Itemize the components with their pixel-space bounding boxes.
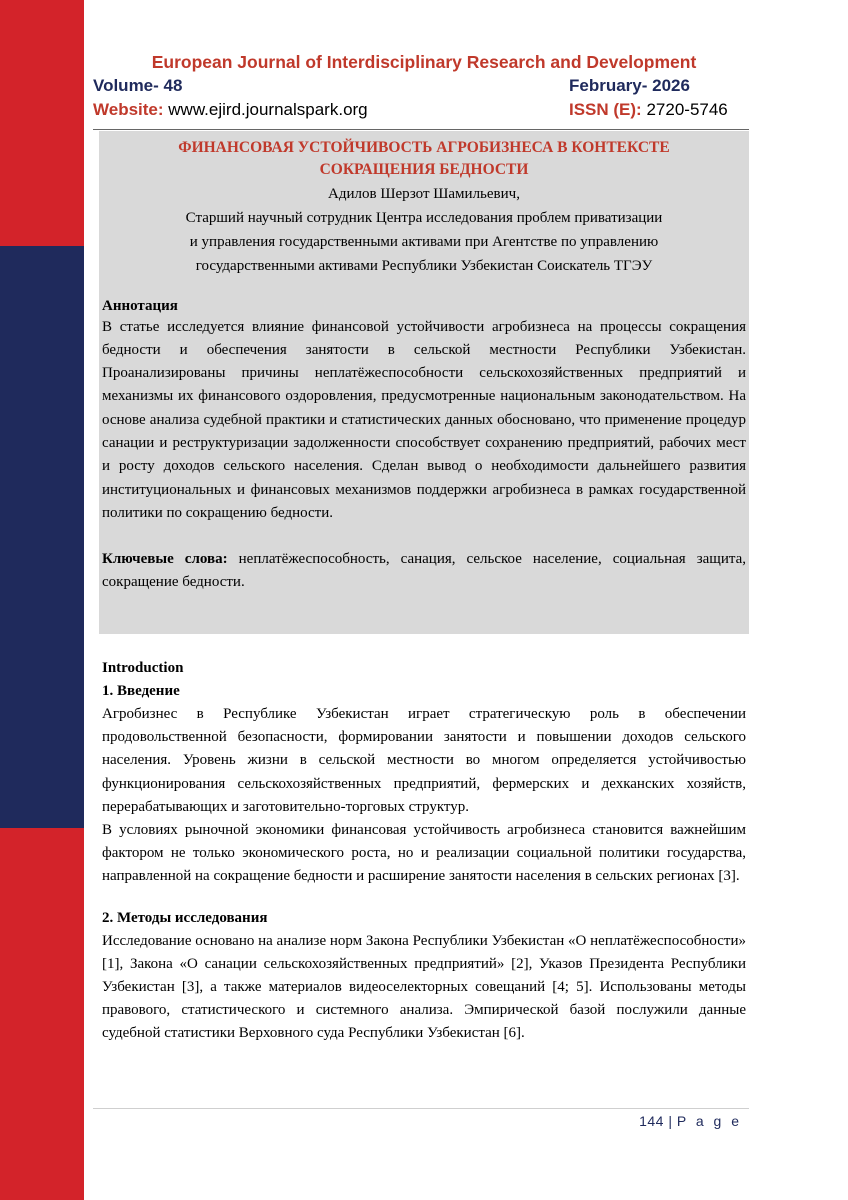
section-2-paragraph-1: Исследование основано на анализе норм Закона Республики Узбекистан «О неплатёжеспособности» [1], Закона «О санации сельскохозяйственных предприятий» [2], Указов Президента Республики Узбекистан [3], а также материалов видеоселекторных совещаний [4; 5]. Использованы методы правового, статистического и системного анализа. Эмпирической базой послужили данные судебной статистики Верховного суда Республики Узбекистан [6]. [102, 932, 746, 1042]
affiliation-line-3: государственными активами Республики Узбекистан Соискатель ТГЭУ [195, 257, 653, 274]
website-label: Website: [93, 100, 164, 119]
abstract-box [99, 131, 749, 634]
website-line [93, 100, 368, 120]
keywords-text: неплатёжеспособность, санация, сельское население, социальная защита, сокращение бедности. [102, 551, 746, 591]
page-number: 144 [639, 1113, 664, 1129]
keywords-label: Ключевые слова: [102, 551, 228, 568]
page-label: P a g e [676, 1113, 742, 1129]
side-bar-red-bottom [0, 828, 84, 1200]
website-url[interactable]: www.ejird.journalspark.org [168, 100, 368, 119]
author-affiliation [102, 206, 746, 278]
title-line-1: ФИНАНСОВАЯ УСТОЙЧИВОСТЬ АГРОБИЗНЕСА В КОНТЕКСТЕ [178, 139, 670, 156]
affiliation-line-2: и управления государственными активами при Агентстве по управлению [189, 233, 659, 250]
section-1-paragraph-1: Агробизнес в Республике Узбекистан играет стратегическую роль в обеспечении продовольственной безопасности, формировании занятости и повышении доходов сельского населения. Уровень жизни в сельской местности во многом определяется устойчивостью функционирования сельскохозяйственных предприятий, фермерских и дехканских хозяйств, перерабатывающих и заготовительно-торговых структур. [102, 706, 746, 815]
section-spacer [102, 889, 746, 907]
intro-heading: Introduction [102, 660, 184, 676]
footer-divider [93, 1108, 749, 1109]
affiliation-line-1: Старший научный сотрудник Центра исследования проблем приватизации [185, 209, 663, 226]
article-title [102, 137, 746, 181]
issue-date: February- 2026 [569, 76, 690, 95]
author-name: Адилов Шерзот Шамильевич, [328, 186, 520, 202]
issn-value: 2720-5746 [646, 100, 728, 119]
title-line-2: СОКРАЩЕНИЯ БЕДНОСТИ [319, 161, 529, 178]
keywords [102, 548, 746, 595]
issn-line [569, 100, 728, 120]
abstract-content [102, 137, 746, 595]
page-footer [639, 1113, 742, 1129]
page-separator: | [668, 1113, 673, 1129]
issn-label: ISSN (E): [569, 100, 642, 119]
journal-title: European Journal of Interdisciplinary Research and Development [151, 52, 697, 72]
side-bar-blue [0, 246, 84, 828]
section-2-heading: 2. Методы исследования [102, 909, 268, 926]
section-1-paragraph-2: В условиях рыночной экономики финансовая устойчивость агробизнеса становится важнейшим фактором не только экономического роста, но и реализации социальной политики государства, направленной на сокращение бедности и расширение занятости населения в сельских регионах [3]. [102, 822, 746, 885]
side-bar-red-top [0, 0, 84, 246]
section-1-heading: 1. Введение [102, 683, 180, 699]
article-body [102, 657, 746, 1046]
header-divider [93, 129, 749, 130]
volume-label: Volume- 48 [93, 76, 183, 95]
abstract-heading: Аннотация [102, 297, 178, 314]
abstract-text: В статье исследуется влияние финансовой устойчивости агробизнеса на процессы сокращения бедности и обеспечения занятости в сельской местности Республики Узбекистан. Проанализированы причины неплатёжеспособности сельскохозяйственных предприятий и механизмы их финансового оздоровления, предусмотренные национальным законодательством. На основе анализа судебной практики и статистических данных обосновано, что применение процедур санации и реструктуризации задолженности способствует сохранению предприятий, рабочих мест и росту доходов сельского населения. Сделан вывод о необходимости дальнейшего развития институциональных и финансовых механизмов поддержки агробизнеса в рамках государственной политики по сокращению бедности. [102, 318, 746, 521]
